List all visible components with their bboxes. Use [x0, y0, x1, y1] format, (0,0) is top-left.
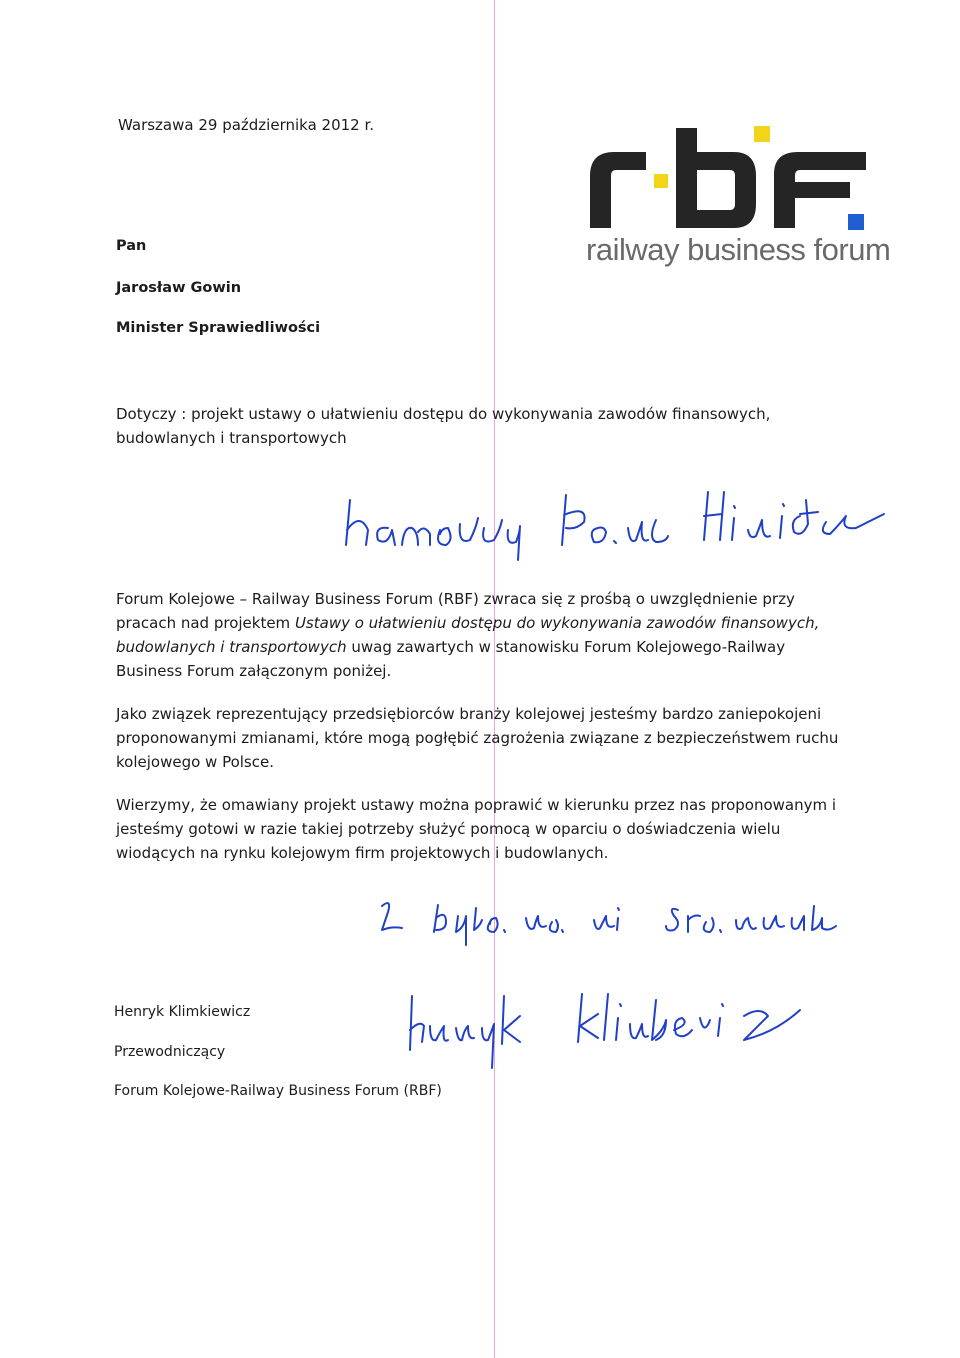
recipient-name: Jarosław Gowin: [116, 280, 242, 296]
logo-tagline: railway business forum: [586, 232, 891, 267]
subject-line-1: Dotyczy : projekt ustawy o ułatwieniu dostępu do wykonywania zawodów finansowych,: [116, 405, 771, 423]
body-paragraph-2: Jako związek reprezentujący przedsiębiorców branży kolejowej jesteśmy bardzo zaniepokojeni proponowanymi zmianami, które mogą pogłębić zagrożenia związane z bezpieczeństwem ruchu kolejowego w Polsce.: [116, 705, 839, 771]
subject-line-2: budowlanych i transportowych: [116, 429, 347, 447]
paragraph-1-italic-title: Ustawy o ułatwieniu dostępu do wykonywania zawodów finansowych, budowlanych i transportowych: [116, 614, 820, 656]
handwritten-greeting: [346, 492, 884, 560]
paragraph-1-text-before: Forum Kolejowe – Railway Business Forum (RBF) zwraca się z prośbą o uwzględnienie przy pracach nad projektem: [116, 590, 795, 632]
paragraph-1-text-after: uwag zawartych w stanowisku Forum Kolejowego-Railway Business Forum załączonym poniżej.: [116, 638, 786, 680]
letter-date: Warszawa 29 października 2012 r.: [118, 116, 375, 134]
body-paragraph-3: Wierzymy, że omawiany projekt ustawy można poprawić w kierunku przez nas proponowanym i jesteśmy gotowi w razie takiej potrzeby służyć pomocą w oparciu o doświadczenia wielu wiodących na rynku kolejowym firm projektowych i budowlanych.: [116, 796, 837, 862]
signatory-organization: Forum Kolejowe-Railway Business Forum (RBF): [114, 1083, 442, 1099]
signatory-name: Henryk Klimkiewicz: [114, 1004, 251, 1020]
signatory-role: Przewodniczący: [114, 1044, 226, 1060]
recipient-title: Minister Sprawiedliwości: [116, 320, 321, 336]
handwritten-signature: [410, 994, 800, 1068]
recipient-salutation: Pan: [116, 238, 147, 254]
handwritten-closing: [382, 903, 836, 945]
